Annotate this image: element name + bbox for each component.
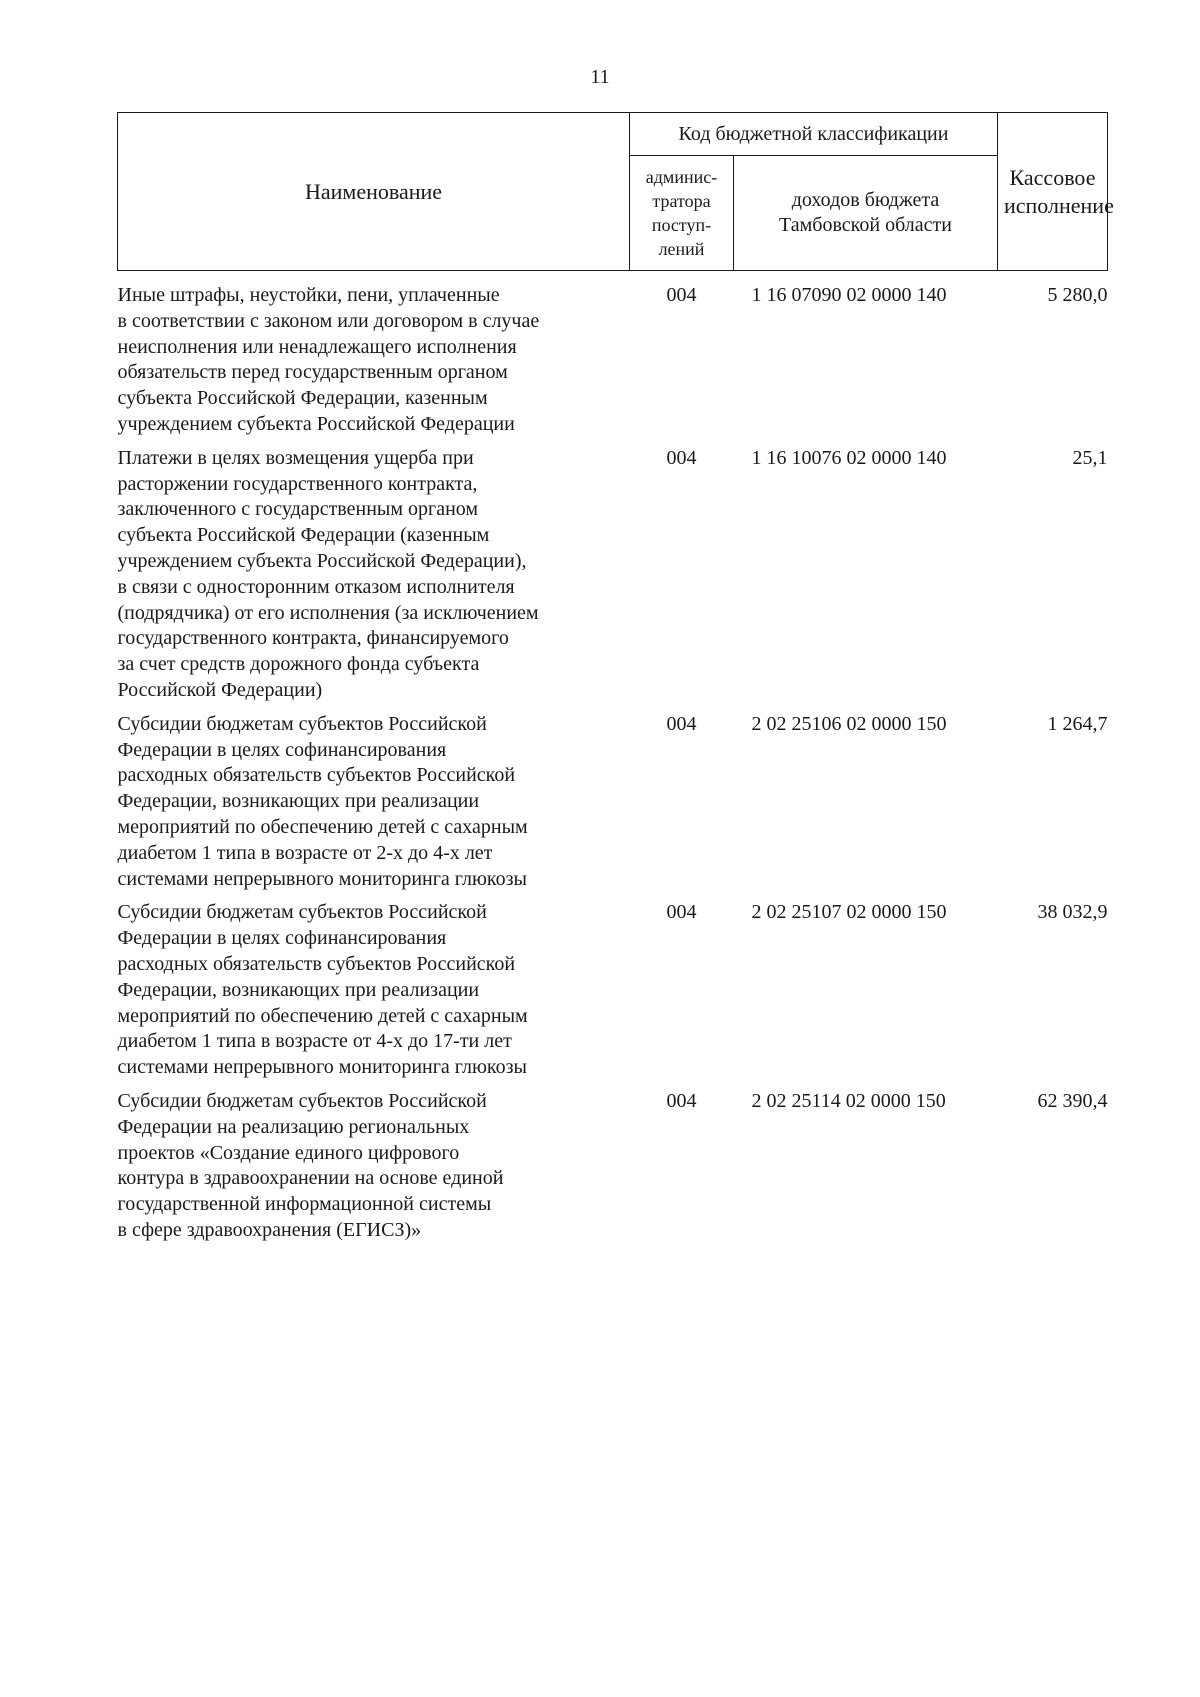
row-name-line: обязательств перед государственным органом	[117, 361, 508, 384]
row-name-line: Субсидии бюджетам субъектов Российской	[117, 901, 487, 924]
row-name-line: контура в здравоохранении на основе единой	[117, 1167, 504, 1190]
row-name-line: расторжении государственного контракта,	[117, 472, 478, 495]
header-admin-line: тратора	[652, 191, 711, 211]
table-row	[118, 900, 1108, 1089]
row-name	[118, 446, 630, 712]
row-admin-code: 004	[666, 901, 697, 924]
row-admin-code: 004	[666, 284, 697, 306]
row-name	[118, 712, 630, 901]
row-name-line: системами непрерывного мониторинга глюкозы	[117, 1056, 527, 1079]
row-name-line: в сфере здравоохранения (ЕГИСЗ)»	[117, 1218, 422, 1241]
row-name-line: субъекта Российской Федерации (казенным	[117, 524, 490, 547]
table-row	[118, 1089, 1108, 1252]
row-admin-code: 004	[666, 446, 697, 469]
row-amount: 38 032,9	[1037, 901, 1108, 924]
row-name-line: Федерации в целях софинансирования	[117, 738, 447, 761]
header-admin-line: поступ-	[651, 215, 712, 235]
row-name-line: мероприятий по обеспечению детей с сахарным	[117, 1004, 528, 1027]
row-name-line: неисполнения или ненадлежащего исполнения	[117, 335, 517, 358]
header-code-line: Тамбовской области	[779, 214, 952, 236]
row-name-line: в соответствии с законом или договором в случае	[117, 309, 540, 332]
row-name-line: Субсидии бюджетам субъектов Российской	[117, 1089, 487, 1112]
header-admin	[630, 156, 734, 271]
row-name-line: системами непрерывного мониторинга глюкозы	[117, 867, 527, 890]
header-amount	[998, 113, 1114, 271]
row-name	[118, 271, 630, 446]
table-row	[118, 446, 1108, 712]
row-name	[118, 900, 630, 1089]
table-row	[118, 271, 1108, 446]
header-admin-line: админис-	[645, 167, 718, 187]
row-admin-code: 004	[666, 1089, 697, 1112]
row-name-line: диабетом 1 типа в возрасте от 4-х до 17-ти лет	[117, 1030, 512, 1053]
row-name-line: Федерации, возникающих при реализации	[117, 978, 480, 1001]
row-name-line: Иные штрафы, неустойки, пени, уплаченные	[117, 284, 500, 306]
row-name-line: Субсидии бюджетам субъектов Российской	[117, 712, 487, 735]
page-number: 11	[590, 66, 610, 88]
row-name-line: Российской Федерации)	[117, 678, 323, 701]
header-code-group: Код бюджетной классификации	[630, 113, 998, 156]
row-name-line: государственной информационной системы	[117, 1193, 492, 1216]
header-code	[734, 156, 998, 271]
row-name-line: (подрядчика) от его исполнения (за исключением	[117, 601, 539, 624]
header-amount-line: Кассовое	[1009, 164, 1096, 190]
row-name-line: в связи с односторонним отказом исполнителя	[117, 575, 515, 598]
row-amount: 25,1	[1072, 446, 1108, 469]
row-name-line: учреждением субъекта Российской Федерации	[117, 412, 515, 435]
row-name-line: проектов «Создание единого цифрового	[117, 1141, 460, 1164]
row-budget-code: 2 02 25114 02 0000 150	[751, 1089, 946, 1112]
row-amount: 1 264,7	[1047, 712, 1108, 735]
row-name-line: государственного контракта, финансируемого	[117, 627, 509, 650]
header-admin-line: лений	[658, 239, 705, 259]
row-name-line: учреждением субъекта Российской Федерации),	[117, 549, 527, 572]
row-name-line: Федерации, возникающих при реализации	[117, 790, 480, 813]
row-name-line: субъекта Российской Федерации, казенным	[117, 387, 488, 410]
row-budget-code: 2 02 25106 02 0000 150	[751, 712, 947, 735]
budget-revenue-table	[117, 112, 1114, 1252]
row-name-line: за счет средств дорожного фонда субъекта	[117, 653, 480, 676]
row-name-line: Федерации на реализацию региональных	[117, 1115, 470, 1138]
row-name	[118, 1089, 630, 1252]
row-name-line: мероприятий по обеспечению детей с сахарным	[117, 815, 528, 838]
row-name-line: диабетом 1 типа в возрасте от 2-х до 4-х лет	[117, 841, 493, 864]
table-header	[118, 113, 1114, 271]
header-amount-line: исполнение	[1004, 192, 1114, 218]
row-name-line: Платежи в целях возмещения ущерба при	[117, 446, 474, 469]
row-name-line: расходных обязательств субъектов Российской	[117, 952, 516, 975]
row-name-line: расходных обязательств субъектов Российской	[117, 764, 516, 787]
row-amount: 62 390,4	[1037, 1089, 1108, 1112]
row-amount: 5 280,0	[1047, 284, 1108, 306]
row-admin-code: 004	[666, 712, 697, 735]
row-name-line: заключенного с государственным органом	[117, 498, 479, 521]
header-code-line: доходов бюджета	[791, 189, 940, 211]
row-budget-code: 1 16 07090 02 0000 140	[751, 284, 947, 306]
row-name-line: Федерации в целях софинансирования	[117, 927, 447, 950]
row-budget-code: 2 02 25107 02 0000 150	[751, 901, 947, 924]
table-row	[118, 712, 1108, 901]
header-name: Наименование	[118, 113, 630, 271]
table-body	[118, 271, 1108, 1252]
row-budget-code: 1 16 10076 02 0000 140	[751, 446, 947, 469]
